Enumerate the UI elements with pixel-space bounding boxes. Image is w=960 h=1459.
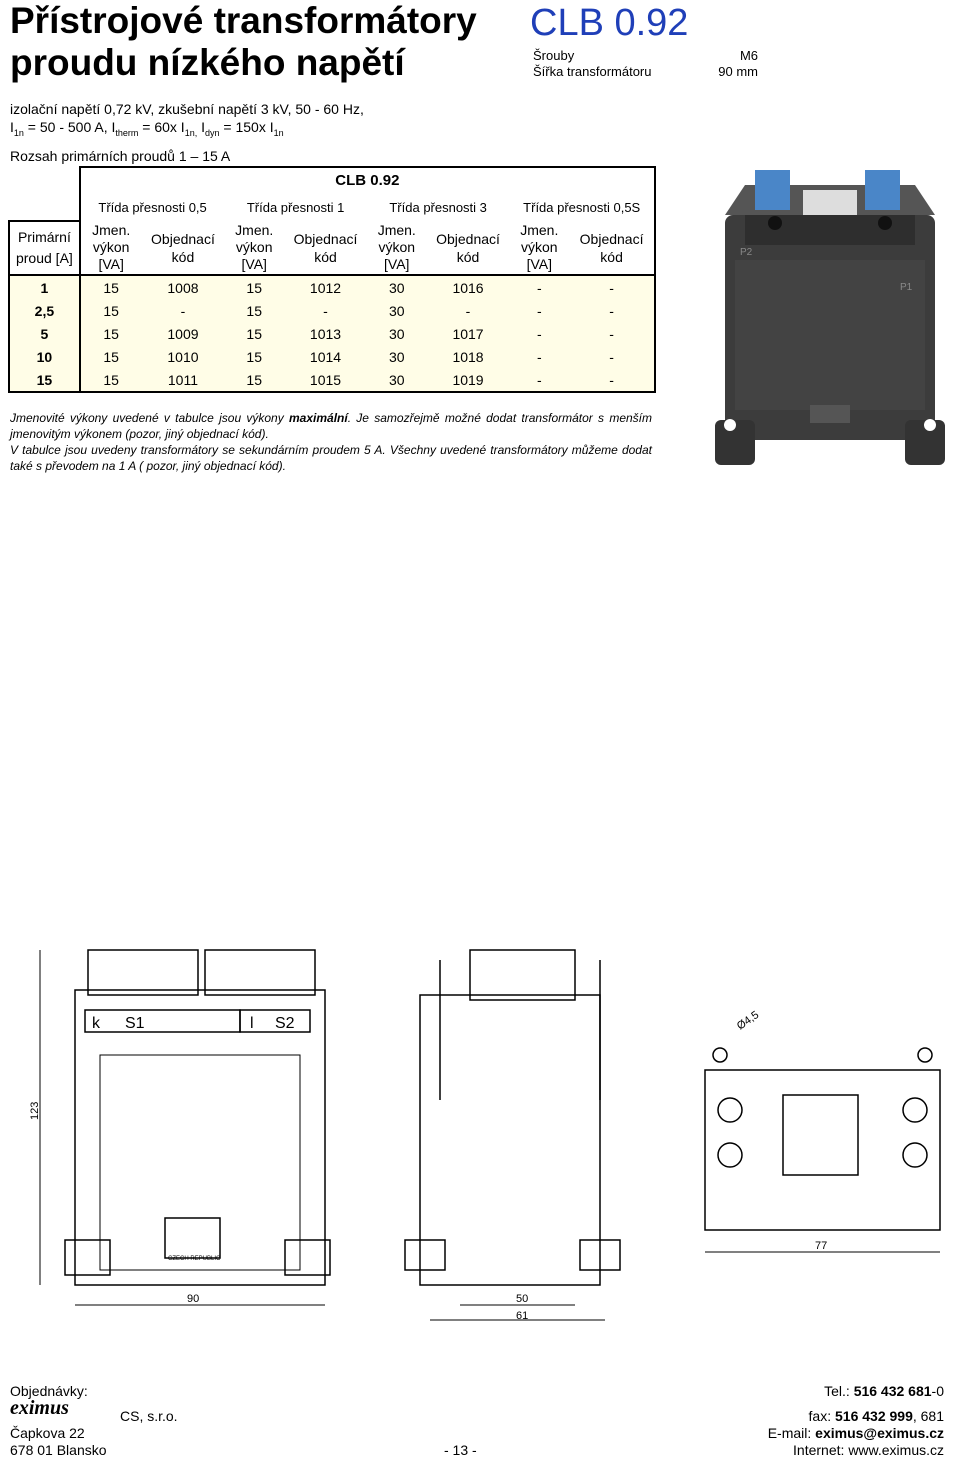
code-cell: -	[569, 368, 655, 392]
power-cell: 15	[80, 275, 142, 299]
code-cell: 1013	[284, 322, 367, 345]
email-link[interactable]: eximus@eximus.cz	[815, 1425, 944, 1441]
power-cell: 15	[224, 345, 284, 368]
dim-height: 123	[29, 1101, 41, 1120]
power-cell: -	[509, 299, 569, 322]
orders-label: Objednávky:	[10, 1383, 88, 1399]
code-cell: 1014	[284, 345, 367, 368]
primary-current-cell: 1	[9, 275, 80, 299]
code-cell: 1010	[142, 345, 225, 368]
primary-current-cell: 15	[9, 368, 80, 392]
side-view	[405, 950, 620, 1285]
terminal-right	[865, 170, 900, 210]
technical-drawings	[0, 940, 960, 1330]
spec-table	[8, 166, 656, 393]
page-title	[10, 0, 477, 84]
dim-depth-2: 61	[516, 1310, 529, 1322]
spec-screws-value: M6	[739, 48, 758, 63]
code-cell: -	[427, 299, 510, 322]
web-link[interactable]: www.eximus.cz	[848, 1442, 944, 1458]
primary-current-cell: 10	[9, 345, 80, 368]
code-header: Objednací kód	[436, 230, 500, 265]
code-cell: -	[284, 299, 367, 322]
code-cell: 1019	[427, 368, 510, 392]
ratings-line-1: izolační napětí 0,72 kV, zkušební napětí 3 kV, 50 - 60 Hz,	[10, 101, 364, 117]
power-cell: 30	[367, 322, 427, 345]
code-header: Objednací kód	[569, 221, 655, 275]
page-number: - 13 -	[444, 1442, 477, 1458]
title-line-1: Přístrojové transformátory	[10, 0, 477, 41]
code-cell: 1017	[427, 322, 510, 345]
power-header: Jmen. výkon [VA]	[377, 222, 416, 272]
ratings-description	[10, 100, 364, 142]
power-cell: -	[509, 322, 569, 345]
power-cell: 15	[224, 299, 284, 322]
table-row	[9, 368, 655, 392]
power-cell: 15	[80, 299, 142, 322]
label-l: l	[250, 1015, 254, 1032]
ratings-line-2: $I_{1n} = 50 - 500$ A, $I_{therm} = 60x$ $I_{1n,}$ $I_{dyn} = 150x$ $I_{1n}$	[10, 119, 284, 138]
notes	[10, 410, 652, 474]
bottom-view	[705, 1048, 940, 1230]
company-street: Čapkova 22	[10, 1425, 85, 1441]
spec-width-label: Šířka transformátoru	[533, 64, 652, 79]
primary-current-header: Primární proud [A]	[9, 221, 80, 275]
title-line-2: proudu nízkého napětí	[10, 42, 405, 83]
label-s1: S1	[125, 1015, 145, 1032]
power-cell: 30	[367, 368, 427, 392]
product-photo	[715, 160, 945, 490]
mark-p2: P2	[740, 247, 753, 258]
power-cell: -	[509, 275, 569, 299]
code-cell: 1018	[427, 345, 510, 368]
terminal-left	[755, 170, 790, 210]
code-cell: 1008	[142, 275, 225, 299]
primary-current-cell: 2,5	[9, 299, 80, 322]
contact-tel: Tel.: 516 432 681-0	[824, 1383, 944, 1399]
code-cell: -	[569, 322, 655, 345]
code-cell: 1015	[284, 368, 367, 392]
primary-current-cell: 5	[9, 322, 80, 345]
code-cell: -	[569, 345, 655, 368]
power-cell: 15	[224, 322, 284, 345]
code-header: Objednací kód	[151, 230, 215, 265]
dim-base: 77	[815, 1240, 828, 1252]
code-cell: 1012	[284, 275, 367, 299]
contact-fax: fax: 516 432 999, 681	[808, 1408, 944, 1424]
company-suffix: CS, s.r.o.	[120, 1408, 178, 1424]
note-2: V tabulce jsou uvedeny transformátory se sekundárním proudem 5 A. Všechny uvedené transformátory můžeme dodat také s převodem na 1 A ( pozor, jiný objednací kód).	[10, 443, 652, 473]
spec-width-value: 90 mm	[718, 64, 758, 79]
model-name: CLB 0.92	[530, 2, 689, 44]
front-view	[65, 950, 330, 1285]
code-cell: -	[142, 299, 225, 322]
company-logo: eximus	[10, 1397, 69, 1419]
label-s2: S2	[275, 1015, 295, 1032]
company-city: 678 01 Blansko	[10, 1442, 107, 1458]
logo-caption: CZECH REPUBLIC	[168, 1256, 221, 1262]
spec-screws-label: Šrouby	[533, 48, 575, 63]
dim-depth-1: 50	[516, 1293, 529, 1305]
code-header: Objednací kód	[293, 230, 358, 265]
table-caption: CLB 0.92	[80, 167, 655, 193]
power-header: Jmen. výkon [VA]	[80, 221, 142, 275]
power-cell: 15	[224, 368, 284, 392]
code-cell: 1016	[427, 275, 510, 299]
power-cell: 15	[80, 322, 142, 345]
dim-width: 90	[187, 1293, 200, 1305]
power-header: Jmen. výkon [VA]	[235, 222, 274, 272]
power-cell: -	[509, 368, 569, 392]
table-row	[9, 345, 655, 368]
contact-web: Internet: www.eximus.cz	[793, 1442, 944, 1458]
primary-range: Rozsah primárních proudů 1 – 15 A	[10, 148, 231, 164]
power-header: Jmen. výkon [VA]	[520, 222, 559, 272]
code-cell: 1009	[142, 322, 225, 345]
note-1: Jmenovité výkony uvedené v tabulce jsou výkony maximální. Je samozřejmě možné dodat transformátor s menším jmenovitým výkonem (pozor, jiný objednací kód).	[10, 411, 652, 441]
power-cell: 15	[80, 368, 142, 392]
power-cell: -	[509, 345, 569, 368]
power-cell: 15	[224, 275, 284, 299]
power-cell: 15	[80, 345, 142, 368]
power-cell: 30	[367, 299, 427, 322]
class-header-05: Třída přesnosti 0,5	[80, 193, 225, 221]
code-cell: -	[569, 299, 655, 322]
mark-p1: P1	[900, 282, 913, 293]
power-cell: 30	[367, 275, 427, 299]
class-header-1: Třída přesnosti 1	[246, 199, 345, 215]
code-cell: -	[569, 275, 655, 299]
table-row	[9, 322, 655, 345]
dim-hole: Ø4,5	[734, 1008, 762, 1033]
contact-email: E-mail: eximus@eximus.cz	[767, 1425, 944, 1441]
code-cell: 1011	[142, 368, 225, 392]
class-header-3: Třída přesnosti 3	[389, 199, 487, 215]
table-row	[9, 275, 655, 299]
table-row	[9, 299, 655, 322]
class-header-05s: Třída přesnosti 0,5S	[509, 193, 655, 221]
power-cell: 30	[367, 345, 427, 368]
label-k: k	[92, 1015, 100, 1032]
